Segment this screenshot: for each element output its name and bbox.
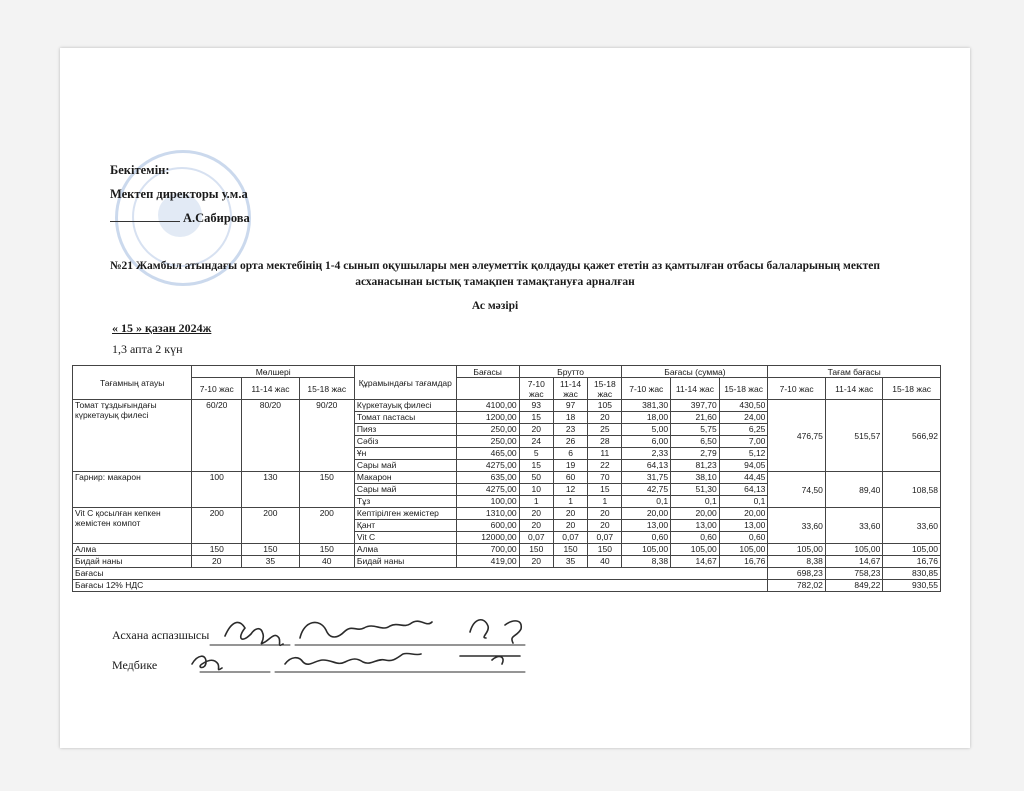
gross-cell: 20 <box>588 412 622 424</box>
amount-cell: 100 <box>192 472 242 508</box>
sum-cell: 6,50 <box>671 436 720 448</box>
amount-cell: 60/20 <box>192 400 242 472</box>
nurse-signature-label: Медбике <box>112 658 158 672</box>
amount-cell: 200 <box>192 508 242 544</box>
header-sum-age2: 11-14 жас <box>671 378 720 400</box>
gross-cell: 20 <box>588 508 622 520</box>
dish-price-cell: 33,60 <box>825 508 882 544</box>
price-cell: 4275,00 <box>456 460 519 472</box>
total-value: 930,55 <box>883 580 941 592</box>
gross-cell: 150 <box>553 544 587 556</box>
dish-price-cell: 16,76 <box>883 556 941 568</box>
total-value: 758,23 <box>825 568 882 580</box>
dish-price-cell: 105,00 <box>825 544 882 556</box>
menu-date: « 15 » қазан 2024ж <box>112 321 212 335</box>
gross-cell: 19 <box>553 460 587 472</box>
price-cell: 465,00 <box>456 448 519 460</box>
price-cell: 1200,00 <box>456 412 519 424</box>
document-title: №21 Жамбыл атындағы орта мектебінің 1-4 сынып оқушылары мен әлеуметтік қолдауды қажет ететін аз қамтылған отбасы балаларының мектеп асханасынан ыстық тамақпен тамақтануға арналған <box>110 260 880 288</box>
gross-cell: 1 <box>588 496 622 508</box>
header-ingredients: Құрамындағы тағамдар <box>354 366 456 400</box>
price-cell: 250,00 <box>456 436 519 448</box>
director-name: А.Сабирова <box>183 211 250 225</box>
total-value: 782,02 <box>768 580 825 592</box>
ingredient-cell: Сары май <box>354 484 456 496</box>
gross-cell: 24 <box>519 436 553 448</box>
header-dish-price: Тағам бағасы <box>768 366 941 378</box>
sum-cell: 13,00 <box>719 520 768 532</box>
gross-cell: 60 <box>553 472 587 484</box>
gross-cell: 18 <box>553 412 587 424</box>
sum-cell: 0,60 <box>622 532 671 544</box>
gross-cell: 0,07 <box>588 532 622 544</box>
sum-cell: 24,00 <box>719 412 768 424</box>
sum-cell: 105,00 <box>719 544 768 556</box>
amount-cell: 130 <box>242 472 299 508</box>
ingredient-cell: Vit C <box>354 532 456 544</box>
header-dishprice-age3: 15-18 жас <box>883 378 941 400</box>
price-cell: 4100,00 <box>456 400 519 412</box>
header-sum-age3: 15-18 жас <box>719 378 768 400</box>
gross-cell: 105 <box>588 400 622 412</box>
header-price: Бағасы <box>456 366 519 378</box>
gross-cell: 93 <box>519 400 553 412</box>
gross-cell: 28 <box>588 436 622 448</box>
dish-price-cell: 8,38 <box>768 556 825 568</box>
sum-cell: 0,60 <box>719 532 768 544</box>
amount-cell: 80/20 <box>242 400 299 472</box>
sum-cell: 0,60 <box>671 532 720 544</box>
dish-price-cell: 105,00 <box>883 544 941 556</box>
dish-price-cell: 89,40 <box>825 472 882 508</box>
dish-name-cell: Vit C қосылған кепкен жемістен компот <box>73 508 192 544</box>
gross-cell: 6 <box>553 448 587 460</box>
sum-cell: 5,75 <box>671 424 720 436</box>
dish-price-cell: 74,50 <box>768 472 825 508</box>
gross-cell: 20 <box>588 520 622 532</box>
header-sum: Бағасы (сумма) <box>622 366 768 378</box>
sum-cell: 430,50 <box>719 400 768 412</box>
dish-name-cell: Гарнир: макарон <box>73 472 192 508</box>
gross-cell: 15 <box>519 412 553 424</box>
gross-cell: 20 <box>553 508 587 520</box>
sum-cell: 13,00 <box>671 520 720 532</box>
gross-cell: 1 <box>519 496 553 508</box>
ingredient-cell: Тұз <box>354 496 456 508</box>
total-label: Бағасы 12% НДС <box>73 580 768 592</box>
gross-cell: 15 <box>519 460 553 472</box>
sum-cell: 20,00 <box>671 508 720 520</box>
amount-cell: 90/20 <box>299 400 354 472</box>
amount-cell: 150 <box>192 544 242 556</box>
gross-cell: 12 <box>553 484 587 496</box>
gross-cell: 26 <box>553 436 587 448</box>
header-dish: Тағамның атауы <box>73 366 192 400</box>
gross-cell: 22 <box>588 460 622 472</box>
ingredient-cell: Томат пастасы <box>354 412 456 424</box>
gross-cell: 150 <box>519 544 553 556</box>
ingredient-cell: Сары май <box>354 460 456 472</box>
dish-price-cell: 105,00 <box>768 544 825 556</box>
sum-cell: 381,30 <box>622 400 671 412</box>
price-cell: 250,00 <box>456 424 519 436</box>
amount-cell: 35 <box>242 556 299 568</box>
sum-cell: 14,67 <box>671 556 720 568</box>
ingredient-cell: Кептірілген жемістер <box>354 508 456 520</box>
amount-cell: 200 <box>299 508 354 544</box>
gross-cell: 97 <box>553 400 587 412</box>
sum-cell: 20,00 <box>719 508 768 520</box>
sum-cell: 105,00 <box>671 544 720 556</box>
sum-cell: 8,38 <box>622 556 671 568</box>
sum-cell: 5,12 <box>719 448 768 460</box>
gross-cell: 20 <box>519 556 553 568</box>
ingredient-cell: Күркетауық филесі <box>354 400 456 412</box>
dish-name-cell: Бидай наны <box>73 556 192 568</box>
menu-subtitle: Ас мәзірі <box>471 300 519 312</box>
total-value: 849,22 <box>825 580 882 592</box>
approval-line-1: Бекітемін: <box>110 163 170 177</box>
header-amount: Мөлшері <box>192 366 355 378</box>
sum-cell: 64,13 <box>719 484 768 496</box>
sum-cell: 7,00 <box>719 436 768 448</box>
header-gross-age1: 7-10 жас <box>519 378 553 400</box>
approval-line-2: Мектеп директоры у.м.а <box>110 187 248 201</box>
ingredient-cell: Алма <box>354 544 456 556</box>
sum-cell: 0,1 <box>622 496 671 508</box>
ingredient-cell: Қант <box>354 520 456 532</box>
sum-cell: 21,60 <box>671 412 720 424</box>
dish-name-cell: Алма <box>73 544 192 556</box>
sum-cell: 0,1 <box>671 496 720 508</box>
sum-cell: 81,23 <box>671 460 720 472</box>
price-cell: 635,00 <box>456 472 519 484</box>
sum-cell: 64,13 <box>622 460 671 472</box>
gross-cell: 15 <box>588 484 622 496</box>
sum-cell: 397,70 <box>671 400 720 412</box>
sum-cell: 105,00 <box>622 544 671 556</box>
gross-cell: 0,07 <box>519 532 553 544</box>
sum-cell: 6,25 <box>719 424 768 436</box>
gross-cell: 10 <box>519 484 553 496</box>
menu-week-day: 1,3 апта 2 күн <box>112 342 183 356</box>
sum-cell: 51,30 <box>671 484 720 496</box>
sum-cell: 31,75 <box>622 472 671 484</box>
gross-cell: 5 <box>519 448 553 460</box>
price-cell: 700,00 <box>456 544 519 556</box>
header-sum-age1: 7-10 жас <box>622 378 671 400</box>
header-amount-age2: 11-14 жас <box>242 378 299 400</box>
dish-price-cell: 566,92 <box>883 400 941 472</box>
sum-cell: 0,1 <box>719 496 768 508</box>
nurse-signature-scribble <box>192 653 520 669</box>
sum-cell: 6,00 <box>622 436 671 448</box>
price-cell: 1310,00 <box>456 508 519 520</box>
ingredient-cell: Ұн <box>354 448 456 460</box>
sum-cell: 5,00 <box>622 424 671 436</box>
price-cell: 100,00 <box>456 496 519 508</box>
gross-cell: 1 <box>553 496 587 508</box>
dish-price-cell: 108,58 <box>883 472 941 508</box>
sum-cell: 20,00 <box>622 508 671 520</box>
gross-cell: 50 <box>519 472 553 484</box>
sum-cell: 2,79 <box>671 448 720 460</box>
sum-cell: 94,05 <box>719 460 768 472</box>
gross-cell: 25 <box>588 424 622 436</box>
gross-cell: 20 <box>519 520 553 532</box>
gross-cell: 20 <box>519 508 553 520</box>
amount-cell: 150 <box>242 544 299 556</box>
header-gross: Брутто <box>519 366 622 378</box>
ingredient-cell: Пияз <box>354 424 456 436</box>
sum-cell: 13,00 <box>622 520 671 532</box>
gross-cell: 11 <box>588 448 622 460</box>
dish-price-cell: 33,60 <box>768 508 825 544</box>
dish-price-cell: 33,60 <box>883 508 941 544</box>
cook-signature-label: Асхана аспазшысы <box>112 628 210 642</box>
amount-cell: 150 <box>299 472 354 508</box>
header-gross-age3: 15-18 жас <box>588 378 622 400</box>
gross-cell: 70 <box>588 472 622 484</box>
sum-cell: 44,45 <box>719 472 768 484</box>
header-amount-age1: 7-10 жас <box>192 378 242 400</box>
gross-cell: 23 <box>553 424 587 436</box>
sum-cell: 2,33 <box>622 448 671 460</box>
gross-cell: 20 <box>553 520 587 532</box>
dish-price-cell: 476,75 <box>768 400 825 472</box>
sum-cell: 18,00 <box>622 412 671 424</box>
header-dishprice-age1: 7-10 жас <box>768 378 825 400</box>
gross-cell: 35 <box>553 556 587 568</box>
amount-cell: 20 <box>192 556 242 568</box>
amount-cell: 200 <box>242 508 299 544</box>
cook-signature-scribble <box>225 620 521 646</box>
ingredient-cell: Макарон <box>354 472 456 484</box>
sum-cell: 42,75 <box>622 484 671 496</box>
sum-cell: 16,76 <box>719 556 768 568</box>
header-gross-age2: 11-14 жас <box>553 378 587 400</box>
dish-name-cell: Томат тұздығындағы күркетауық филесі <box>73 400 192 472</box>
header-amount-age3: 15-18 жас <box>299 378 354 400</box>
gross-cell: 0,07 <box>553 532 587 544</box>
ingredient-cell: Сәбіз <box>354 436 456 448</box>
gross-cell: 40 <box>588 556 622 568</box>
gross-cell: 150 <box>588 544 622 556</box>
amount-cell: 40 <box>299 556 354 568</box>
price-cell: 600,00 <box>456 520 519 532</box>
total-value: 830,85 <box>883 568 941 580</box>
amount-cell: 150 <box>299 544 354 556</box>
price-cell: 419,00 <box>456 556 519 568</box>
ingredient-cell: Бидай наны <box>354 556 456 568</box>
total-value: 698,23 <box>768 568 825 580</box>
sum-cell: 38,10 <box>671 472 720 484</box>
price-cell: 12000,00 <box>456 532 519 544</box>
gross-cell: 20 <box>519 424 553 436</box>
dish-price-cell: 14,67 <box>825 556 882 568</box>
price-cell: 4275,00 <box>456 484 519 496</box>
header-dishprice-age2: 11-14 жас <box>825 378 882 400</box>
dish-price-cell: 515,57 <box>825 400 882 472</box>
total-label: Бағасы <box>73 568 768 580</box>
